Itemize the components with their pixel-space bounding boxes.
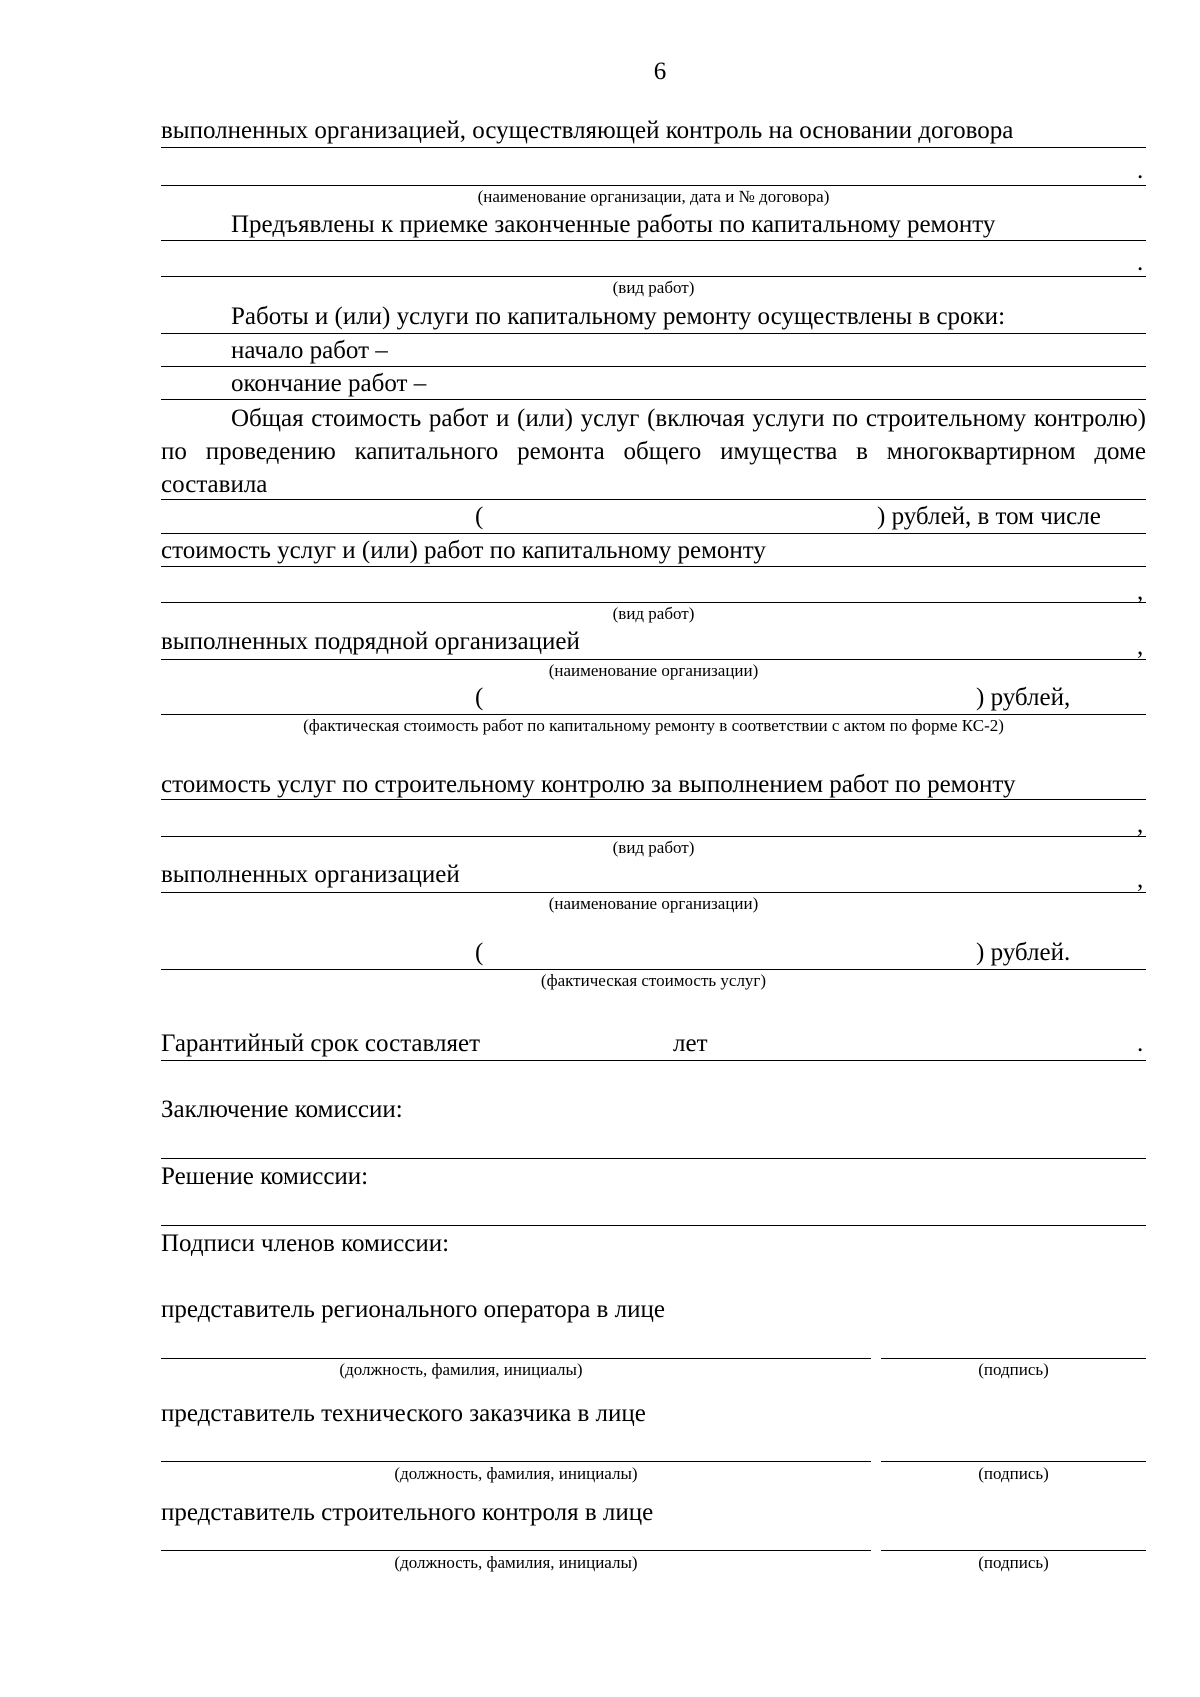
control-org2-line[interactable]	[161, 892, 1146, 893]
works-amount-open-paren: (	[475, 684, 484, 711]
control-cost-line	[161, 799, 1146, 800]
signature-sign-line[interactable]	[881, 1550, 1146, 1551]
end-date-line[interactable]	[161, 399, 1146, 400]
works-amount-caption: (фактическая стоимость работ по капитальному ремонту в соответствии с актом по форме КС-2)	[303, 716, 1004, 735]
signature-name-line[interactable]	[161, 1550, 871, 1551]
total-cost-open-paren: (	[475, 503, 484, 530]
works-amount-close-text: ) рублей,	[976, 684, 1071, 711]
control-org2-text: выполненных организацией	[161, 861, 460, 888]
presented-text: Предъявлены к приемке законченные работы по капитальному ремонту	[231, 211, 996, 238]
signature-sign-line[interactable]	[881, 1461, 1146, 1462]
total-cost-paragraph: Общая стоимость работ и (или) услуг (включая услуги по строительному контролю) по проведению капитального ремонта общего имущества в многоквартирном доме составила	[161, 405, 1146, 498]
presented-end-mark: .	[1137, 249, 1144, 276]
control-org-end-mark: .	[1137, 157, 1144, 184]
signature-role: представитель строительного контроля в лице	[161, 1499, 654, 1526]
contractor-caption: (наименование организации)	[548, 661, 759, 680]
control-amount-open-paren: (	[475, 939, 484, 966]
contractor-end-mark: ,	[1137, 633, 1144, 660]
signature-name-caption: (должность, фамилия, инициалы)	[339, 1360, 583, 1379]
works-cost-line	[161, 566, 1146, 567]
presented-work-type-line[interactable]	[161, 276, 1146, 277]
total-cost-close-text: ) рублей, в том числе	[877, 503, 1101, 530]
signature-role: представитель технического заказчика в лице	[161, 1400, 646, 1427]
start-date-line[interactable]	[161, 366, 1146, 367]
warranty-label: Гарантийный срок составляет	[161, 1030, 480, 1057]
decision-line[interactable]	[161, 1225, 1146, 1226]
control-org2-end-mark: ,	[1137, 866, 1144, 893]
signature-name-line[interactable]	[161, 1461, 871, 1462]
contractor-line[interactable]	[161, 659, 1146, 660]
control-cost-text: стоимость услуг по строительному контролю за выполнением работ по ремонту	[161, 771, 1016, 798]
signature-name-caption: (должность, фамилия, инициалы)	[394, 1553, 638, 1572]
conclusion-line[interactable]	[161, 1158, 1146, 1159]
control-org-caption: (наименование организации, дата и № договора)	[477, 187, 830, 206]
warranty-unit: лет	[673, 1030, 708, 1057]
works-cost-type-line[interactable]	[161, 602, 1146, 603]
total-cost-line	[161, 499, 1146, 500]
control-cost-type-line[interactable]	[161, 836, 1146, 837]
decision-label: Решение комиссии:	[161, 1163, 369, 1190]
start-date-label: начало работ –	[231, 337, 388, 364]
works-amount-line[interactable]	[161, 714, 1146, 715]
signature-sign-caption: (подпись)	[978, 1464, 1049, 1483]
signature-sign-caption: (подпись)	[978, 1360, 1049, 1379]
terms-line	[161, 333, 1146, 334]
control-org-text: выполненных организацией, осуществляющей контроль на основании договора	[161, 117, 1014, 144]
control-amount-caption: (фактическая стоимость услуг)	[540, 971, 767, 990]
works-cost-end-mark: ,	[1137, 578, 1144, 605]
page-number: 6	[653, 58, 667, 85]
warranty-line[interactable]	[161, 1060, 1146, 1061]
total-cost-amount-line[interactable]	[161, 533, 1146, 534]
works-cost-caption: (вид работ)	[612, 604, 695, 623]
control-amount-line[interactable]	[161, 969, 1146, 970]
warranty-end-mark: .	[1137, 1030, 1144, 1057]
control-org-name-line[interactable]	[161, 185, 1146, 186]
conclusion-label: Заключение комиссии:	[161, 1096, 403, 1123]
signature-role: представитель регионального оператора в лице	[161, 1296, 665, 1323]
control-cost-end-mark: ,	[1137, 811, 1144, 838]
terms-text: Работы и (или) услуги по капитальному ремонту осуществлены в сроки:	[231, 303, 1006, 330]
signatures-heading: Подписи членов комиссии:	[161, 1230, 450, 1257]
signature-name-caption: (должность, фамилия, инициалы)	[394, 1464, 638, 1483]
signature-sign-line[interactable]	[881, 1358, 1146, 1359]
presented-line	[161, 240, 1146, 241]
signature-sign-caption: (подпись)	[978, 1553, 1049, 1572]
works-cost-text: стоимость услуг и (или) работ по капитальному ремонту	[161, 537, 766, 564]
control-org-line	[161, 147, 1146, 148]
control-org2-caption: (наименование организации)	[548, 894, 759, 913]
control-amount-close-text: ) рублей.	[976, 939, 1071, 966]
control-cost-caption: (вид работ)	[612, 838, 695, 857]
signature-name-line[interactable]	[161, 1358, 871, 1359]
presented-caption: (вид работ)	[612, 278, 695, 297]
contractor-text: выполненных подрядной организацией	[161, 628, 580, 655]
end-date-label: окончание работ –	[231, 370, 427, 397]
